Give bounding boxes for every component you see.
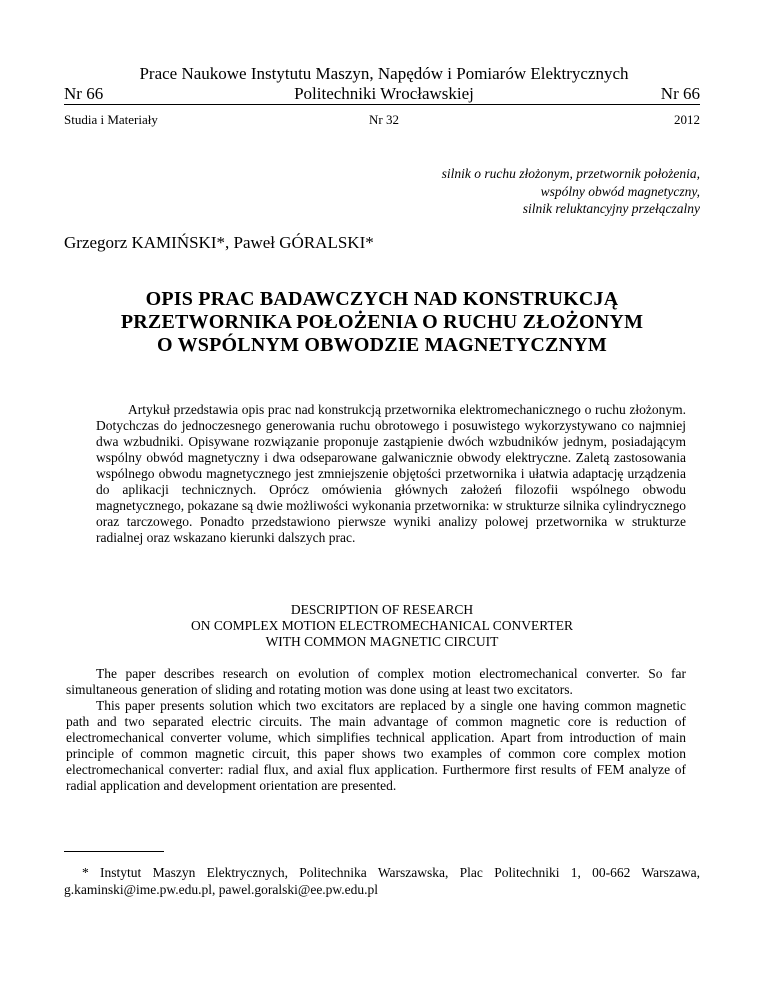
issue-number-left: Nr 66: [64, 84, 104, 103]
paper-title-line-3: O WSPÓLNYM OBWODZIE MAGNETYCZNYM: [157, 334, 607, 356]
english-title-line-1: DESCRIPTION OF RESEARCH: [290, 602, 474, 617]
header-rule: [64, 104, 700, 105]
issue-number-right: Nr 66: [660, 84, 700, 103]
abstract-english-paragraph-1: The paper describes research on evolution of complex motion electromechanical converter. So far simultaneous generation of sliding and rotating motion was done using at least two excitators.: [66, 666, 686, 697]
english-title-line-3: WITH COMMON MAGNETIC CIRCUIT: [265, 634, 499, 649]
paper-title-line-2: PRZETWORNIKA POŁOŻENIA O RUCHU ZŁOŻONYM: [120, 311, 644, 333]
authors: Grzegorz KAMIŃSKI*, Paweł GÓRALSKI*: [64, 233, 374, 252]
abstract-polish: Artykuł przedstawia opis prac nad konstrukcją przetwornika elektromechanicznego o ruchu złożonym. Dotychczas do jednoczesnego generowania ruchu obrotowego i posuwistego wykorzystywano co najmniej dwa wzbudniki. Opisywane rozwiązanie proponuje zastąpienie dwóch wzbudników jednym, posiadającym wspólny obwód magnetyczny i dwa odseparowane galwanicznie obwody elektryczne. Zaletą zastosowania wspólnego obwodu magnetycznego jest zmniejszenie objętości przetwornika i ułatwia adaptację urządzenia do aplikacji technicznych. Oprócz omówienia głównych założeń filozofii wspólnego obwodu magnetycznego, pokazane są dwie możliwości wykonania przetwornika: w strukturze silnika cylindrycznego oraz tarczowego. Ponadto przedstawiono pierwsze wyniki analizy polowej przetwornika w strukturze radialnej oraz wskazano kierunki dalszych prac.: [96, 402, 686, 545]
journal-title-line-1: Prace Naukowe Instytutu Maszyn, Napędów i Pomiarów Elektrycznych: [139, 64, 629, 83]
footnote-affiliation: * Instytut Maszyn Elektrycznych, Politechnika Warszawska, Plac Politechniki 1, 00-662 Warszawa, g.kaminski@ime.pw.edu.pl, pawel.goralski@ee.pw.edu.pl: [64, 865, 700, 897]
keyword-line-2: wspólny obwód magnetyczny,: [540, 184, 700, 199]
series-issue: Nr 32: [369, 112, 399, 127]
keyword-line-1: silnik o ruchu złożonym, przetwornik położenia,: [441, 166, 700, 181]
paper-title-line-1: OPIS PRAC BADAWCZYCH NAD KONSTRUKCJĄ: [145, 288, 619, 310]
footnote-rule: [64, 851, 164, 852]
keyword-line-3: silnik reluktancyjny przełączalny: [522, 201, 700, 216]
abstract-english-paragraph-2: This paper presents solution which two excitators are replaced by a single one having common magnetic path and two separated electric circuits. The main advantage of common magnetic core is reduction of electromechanical converter volume, which simplifies technical application. Apart from introduction of main principle of common magnetic circuit, this paper shows two examples of common core complex motion electromechanical converter: radial flux, and axial flux application. Furthermore first results of FEM analyze of radial application and development orientation are presented.: [66, 698, 686, 793]
journal-title-line-2: Politechniki Wrocławskiej: [294, 84, 474, 103]
publication-year: 2012: [674, 112, 700, 127]
english-title-line-2: ON COMPLEX MOTION ELECTROMECHANICAL CONVERTER: [191, 618, 573, 633]
series-label: Studia i Materiały: [64, 112, 158, 127]
